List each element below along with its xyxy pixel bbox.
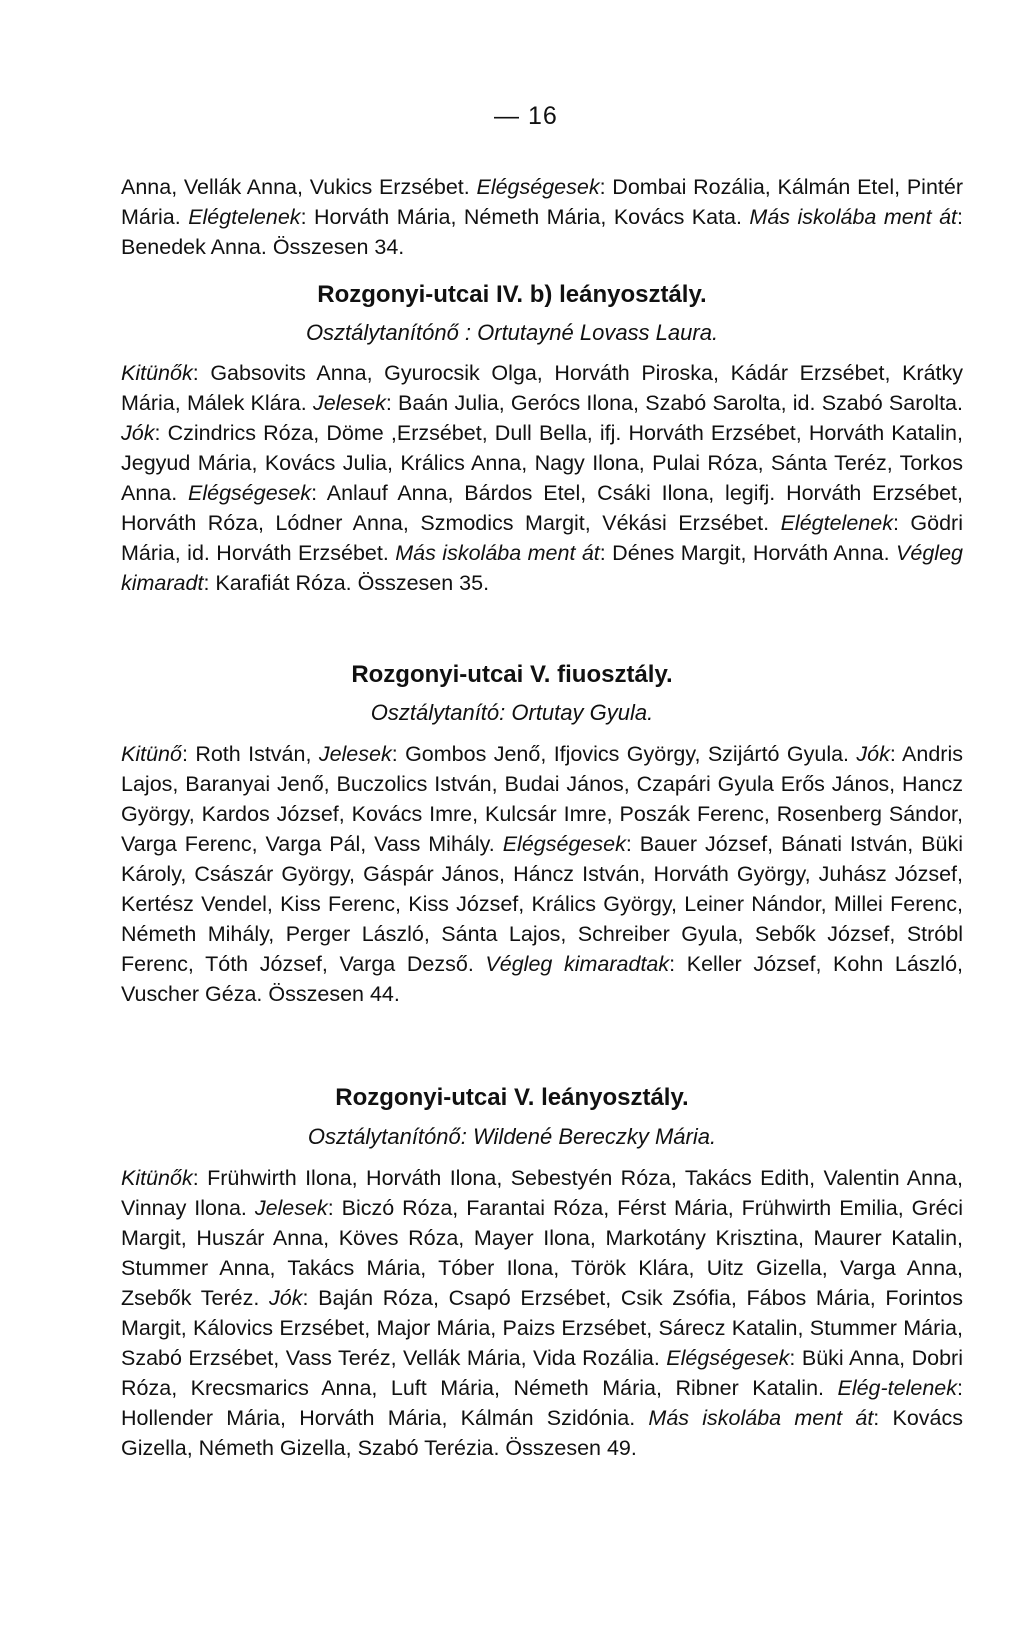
- section-heading: Rozgonyi-utcai V. leányosztály.: [335, 1084, 689, 1111]
- category-label: Jelesek: [254, 1196, 328, 1220]
- category-label: Elégségesek: [476, 175, 600, 199]
- page-number: — 16: [494, 102, 558, 130]
- category-label: Jelesek: [318, 742, 392, 766]
- category-label: Elégségesek: [502, 832, 626, 856]
- category-label: Kitünők: [121, 1166, 193, 1190]
- section-heading: Rozgonyi-utcai IV. b) leányosztály.: [317, 281, 707, 308]
- section-heading: Rozgonyi-utcai V. fiuosztály.: [351, 661, 673, 688]
- category-label: Jelesek: [312, 391, 386, 415]
- class-list-paragraph: Kitünő: Roth István, Jelesek: Gombos Jenő, Ifjovics György, Szijártó Gyula. Jók: Andris Lajos, Baranyai Jenő, Buczolics István, Budai János, Czapári Gyula Erős János, Hancz György, Kardos József, Kovács Imre, Kulcsár Imre, Poszák Ferenc, Rosenberg Sándor, Varga Ferenc, Varga Pál, Vass Mihály. Elégségesek: Bauer József, Bánati István, Büki Károly, Császár György, Gáspár János, Háncz István, Horváth György, Juhász József, Kertész Vendel, Kiss Ferenc, Kiss József, Králics György, Leiner Nándor, Millei Ferenc, Németh Mihály, Perger László, Sánta Lajos, Schreiber Gyula, Sebők József, Stróbl Ferenc, Tóth József, Varga Dezső. Végleg kimaradtak: Keller József, Kohn László, Vuscher Géza. Összesen 44.: [121, 742, 963, 1006]
- category-label: Elégtelenek: [780, 511, 893, 535]
- category-label: Más iskolába ment át: [395, 541, 600, 565]
- category-label: Jók: [856, 742, 890, 766]
- intro-paragraph: Anna, Vellák Anna, Vukics Erzsébet. Elégségesek: Dombai Rozália, Kálmán Etel, Pintér Mária. Elégtelenek: Horváth Mária, Németh Mária, Kovács Kata. Más iskolába ment át: Benedek Anna. Összesen 34.: [121, 175, 963, 259]
- category-label: Elégtelenek: [188, 205, 301, 229]
- category-label: Elégségesek: [188, 481, 312, 505]
- teacher-line: Osztálytanítónő : Ortutayné Lovass Laura.: [305, 320, 719, 345]
- class-list-paragraph: Kitünők: Frühwirth Ilona, Horváth Ilona, Sebestyén Róza, Takács Edith, Valentin Anna, Vinnay Ilona. Jelesek: Biczó Róza, Farantai Róza, Férst Mária, Frühwirth Emilia, Gréci Margit, Huszár Anna, Köves Róza, Mayer Ilona, Markotány Krisztina, Maurer Katalin, Stummer Anna, Takács Mária, Tóber Ilona, Török Klára, Uitz Gizella, Varga Anna, Zsebők Teréz. Jók: Baján Róza, Csapó Erzsébet, Csik Zsófia, Fábos Mária, Forintos Margit, Kálovics Erzsébet, Major Mária, Paizs Erzsébet, Sárecz Katalin, Stummer Mária, Szabó Erzsébet, Vass Teréz, Vellák Mária, Vida Rozália. Elégségesek: Büki Anna, Dobri Róza, Krecsmarics Anna, Luft Mária, Németh Mária, Ribner Katalin. Elég-telenek: Hollender Mária, Horváth Mária, Kálmán Szidónia. Más iskolába ment át: Kovács Gizella, Németh Gizella, Szabó Terézia. Összesen 49.: [121, 1166, 963, 1460]
- teacher-line: Osztálytanító: Ortutay Gyula.: [370, 700, 654, 725]
- category-label: Kitünő: [121, 742, 182, 766]
- category-label: Elég-telenek: [837, 1376, 958, 1400]
- category-label: Kitünők: [121, 361, 193, 385]
- category-label: Más iskolába ment át: [648, 1406, 874, 1430]
- class-list-paragraph: Kitünők: Gabsovits Anna, Gyurocsik Olga, Horváth Piroska, Kádár Erzsébet, Krátky Mária, Málek Klára. Jelesek: Baán Julia, Gerócs Ilona, Szabó Sarolta, id. Szabó Sarolta. Jók: Czindrics Róza, Döme ,Erzsébet, Dull Bella, ifj. Horváth Erzsébet, Horváth Katalin, Jegyud Mária, Kovács Julia, Králics Anna, Nagy Ilona, Pulai Róza, Sánta Teréz, Torkos Anna. Elégségesek: Anlauf Anna, Bárdos Etel, Csáki Ilona, legifj. Horváth Erzsébet, Horváth Róza, Lódner Anna, Szmodics Margit, Vékási Erzsébet. Elégtelenek: Gödri Mária, id. Horváth Erzsébet. Más iskolába ment át: Dénes Margit, Horváth Anna. Végleg kimaradt: Karafiát Róza. Összesen 35.: [121, 361, 963, 595]
- category-label: Elégségesek: [666, 1346, 790, 1370]
- category-label: Végleg kimaradtak: [485, 952, 670, 976]
- category-label: Más iskolába ment át: [749, 205, 957, 229]
- category-label: Végleg kimaradt: [121, 541, 963, 595]
- category-label: Jók: [121, 421, 155, 445]
- teacher-line: Osztálytanítónő: Wildené Bereczky Mária.: [307, 1124, 717, 1149]
- category-label: Jók: [269, 1286, 303, 1310]
